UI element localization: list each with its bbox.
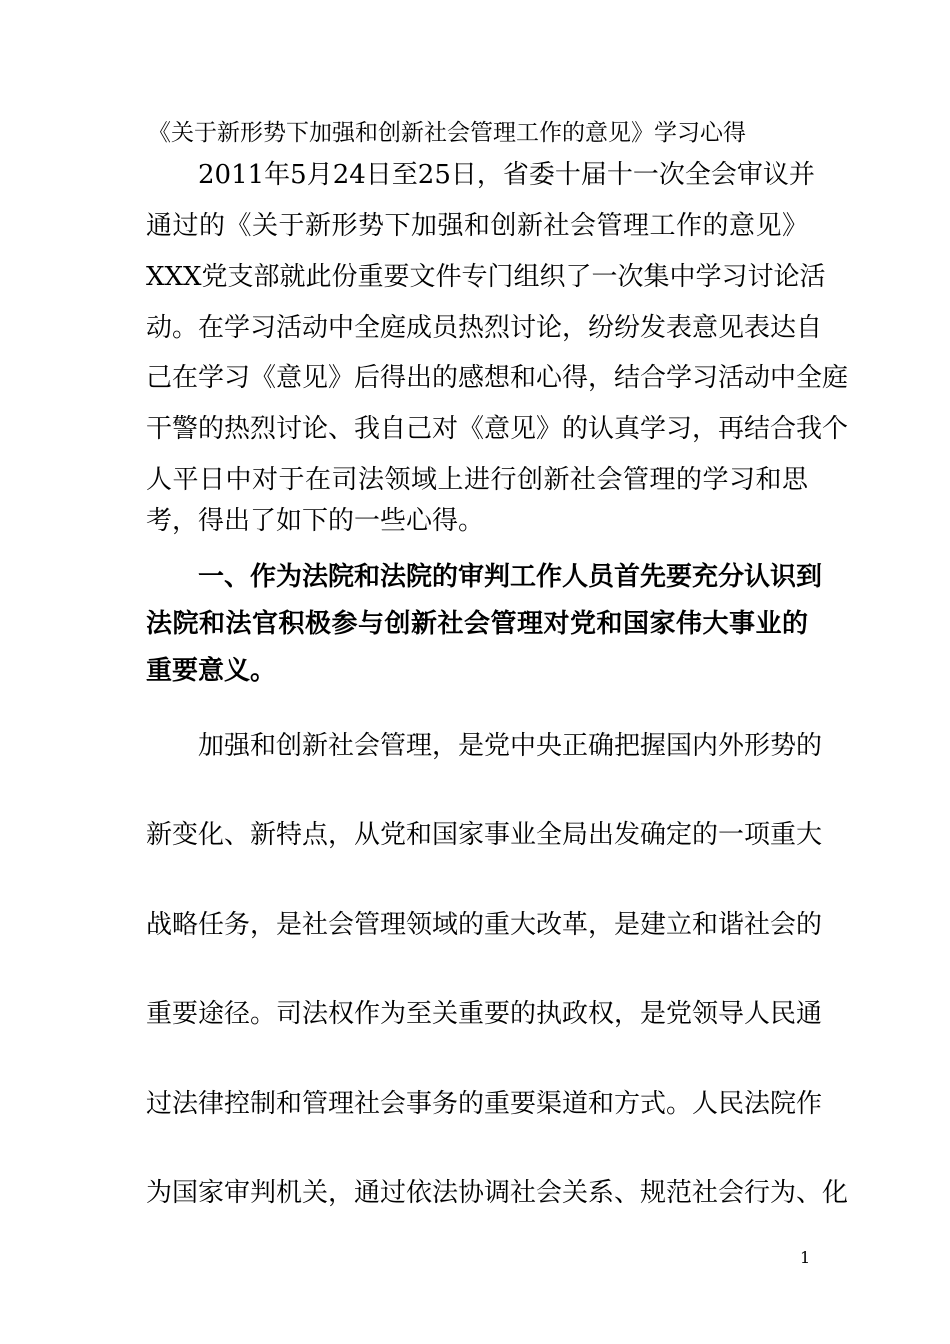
page-number: 1 — [800, 1248, 811, 1267]
paragraph-line: 干警的热烈讨论、我自己对《意见》的认真学习，再结合我个 — [146, 414, 849, 444]
paragraph-line: 重要途径。司法权作为至关重要的执政权，是党领导人民通 — [146, 999, 823, 1029]
section-heading-line: 重要意义。 — [146, 656, 277, 686]
paragraph-line: 新变化、新特点，从党和国家事业全局出发确定的一项重大 — [146, 820, 823, 850]
section-heading-line: 一、作为法院和法院的审判工作人员首先要充分认识到 — [198, 562, 823, 592]
section-heading-line: 法院和法官积极参与创新社会管理对党和国家伟大事业的 — [146, 609, 808, 639]
paragraph-line: 通过的《关于新形势下加强和创新社会管理工作的意见》 — [146, 211, 808, 241]
paragraph-line: 过法律控制和管理社会事务的重要渠道和方式。人民法院作 — [146, 1089, 823, 1119]
paragraph-line: 己在学习《意见》后得出的感想和心得，结合学习活动中全庭 — [146, 363, 849, 393]
paragraph-line: 人平日中对于在司法领域上进行创新社会管理的学习和思 — [146, 465, 808, 495]
paragraph-line: 为国家审判机关，通过依法协调社会关系、规范社会行为、化 — [146, 1178, 849, 1208]
paragraph-line: XXX党支部就此份重要文件专门组织了一次集中学习讨论活 — [146, 262, 826, 292]
paragraph-line: 考，得出了如下的一些心得。 — [146, 506, 485, 536]
document-title: 《关于新形势下加强和创新社会管理工作的意见》学习心得 — [148, 120, 746, 146]
paragraph-line: 动。在学习活动中全庭成员热烈讨论，纷纷发表意见表达自 — [146, 313, 823, 343]
paragraph-line: 加强和创新社会管理，是党中央正确把握国内外形势的 — [198, 731, 823, 761]
paragraph-line: 2011年5月24日至25日，省委十届十一次全会审议并 — [198, 160, 815, 190]
paragraph-line: 战略任务，是社会管理领域的重大改革，是建立和谐社会的 — [146, 910, 823, 940]
